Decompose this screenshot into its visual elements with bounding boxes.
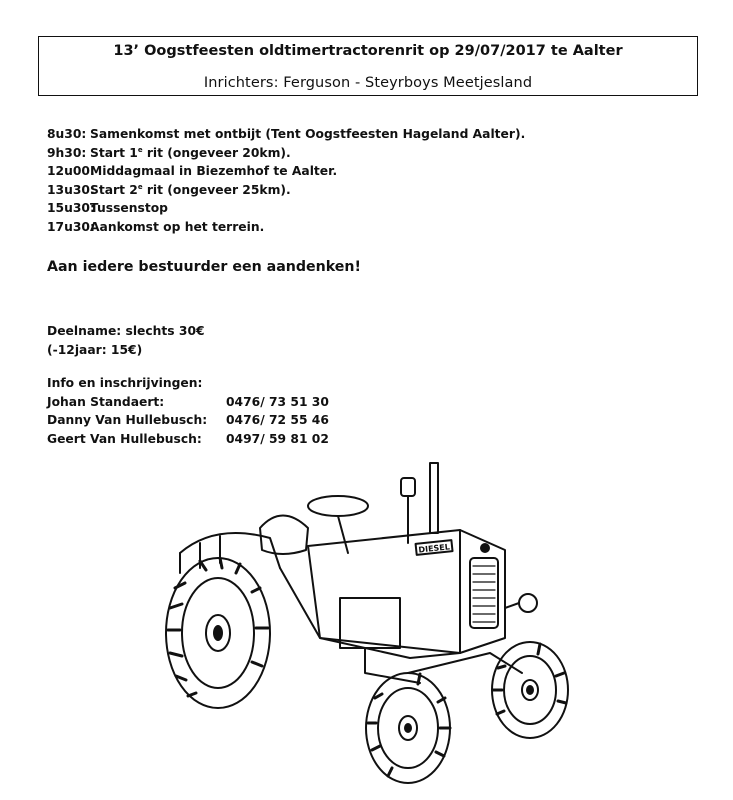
contact-phone: 0497/ 59 81 02 — [226, 431, 329, 446]
fee-block — [47, 322, 205, 360]
schedule-text: Aankomst op het terrein. — [90, 219, 265, 234]
header-box — [38, 36, 698, 96]
gift-announcement: Aan iedere bestuurder een aandenken! — [47, 259, 361, 275]
schedule-time: 15u30: — [47, 201, 95, 215]
schedule-row — [47, 183, 525, 202]
schedule-row — [47, 164, 525, 183]
brand-plate-label: DIESEL — [418, 542, 451, 555]
contact-name: Johan Standaert: — [47, 394, 165, 409]
contact-row — [47, 395, 329, 414]
schedule-text: Samenkomst met ontbijt (Tent Oogstfeesten Hageland Aalter). — [90, 127, 526, 141]
schedule-row — [47, 201, 525, 220]
schedule-time: 13u30: — [47, 182, 95, 197]
contact-phone: 0476/ 73 51 30 — [226, 394, 329, 409]
contact-name: Geert Van Hullebusch: — [47, 431, 202, 446]
fee-line: Deelname: slechts 30€ — [47, 324, 205, 338]
event-title: 13’ Oogstfeesten oldtimertractorenrit op 29/07/2017 te Aalter — [113, 43, 623, 59]
schedule-row — [47, 220, 525, 239]
fee-child-line: (-12jaar: 15€) — [47, 343, 143, 357]
schedule-row — [47, 146, 525, 165]
schedule-text: Start 2e rit (ongeveer 25km). — [90, 182, 291, 197]
contact-name: Danny Van Hullebusch: — [47, 413, 208, 427]
schedule-list — [47, 127, 525, 238]
contact-phone: 0476/ 72 55 46 — [226, 413, 329, 427]
schedule-time: 9h30: — [47, 145, 87, 160]
contact-row — [47, 413, 329, 432]
contact-row — [47, 432, 329, 451]
tractor-illustration — [160, 458, 580, 790]
schedule-time: 12u00: — [47, 164, 95, 178]
schedule-time: 8u30: — [47, 127, 87, 141]
schedule-text: Start 1e rit (ongeveer 20km). — [90, 145, 291, 160]
schedule-time: 17u30: — [47, 219, 95, 234]
schedule-row — [47, 127, 525, 146]
info-heading: Info en inschrijvingen: — [47, 376, 203, 390]
info-block — [47, 376, 329, 450]
schedule-text: Middagmaal in Biezemhof te Aalter. — [90, 164, 338, 178]
organizers-line: Inrichters: Ferguson - Steyrboys Meetjesland — [203, 75, 533, 91]
schedule-text: Tussenstop — [90, 201, 168, 215]
